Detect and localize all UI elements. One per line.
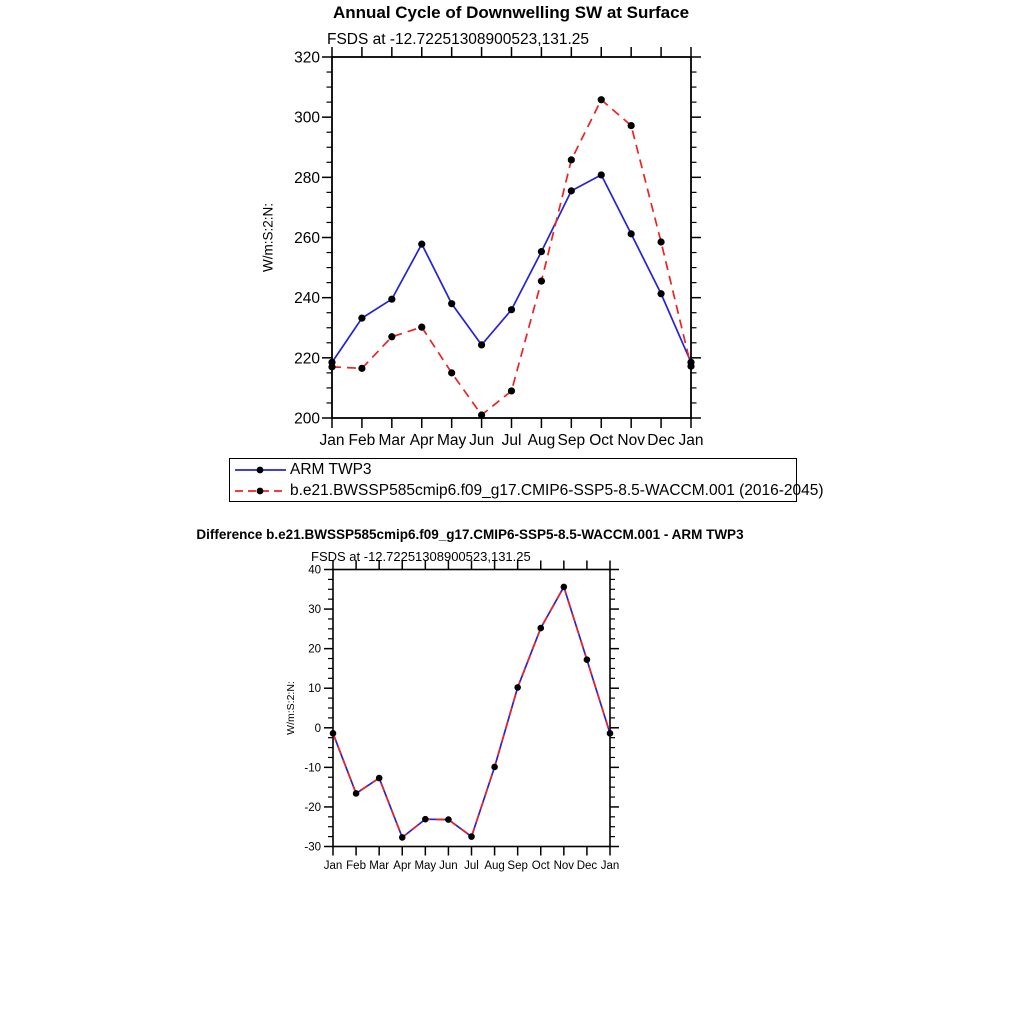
data-point-marker (376, 775, 383, 782)
x-tick-label: Aug (527, 432, 556, 449)
data-point-marker (353, 790, 360, 797)
data-point-marker (478, 341, 485, 348)
y-tick-label: 220 (294, 350, 320, 368)
difference-chart-y-axis-label: W/m:S:2:N: (285, 681, 297, 735)
data-point-marker (538, 248, 545, 255)
data-point-marker (584, 656, 591, 663)
y-tick-label: 30 (308, 604, 321, 617)
data-point-marker (598, 171, 605, 178)
plot-frame (332, 57, 691, 418)
data-point-marker (538, 278, 545, 285)
data-point-marker (418, 324, 425, 331)
x-tick-label: Aug (484, 860, 505, 872)
top-chart-subtitle: FSDS at -12.72251308900523,131.25 (327, 31, 589, 48)
data-point-marker (418, 241, 425, 248)
data-point-marker (399, 834, 406, 841)
x-tick-label: May (437, 432, 467, 449)
data-point-marker (508, 387, 515, 394)
y-tick-label: 240 (294, 290, 320, 308)
y-tick-label: 200 (294, 410, 320, 428)
data-point-marker (358, 315, 365, 322)
x-tick-label: Feb (348, 432, 376, 449)
x-tick-label: Jun (469, 432, 495, 449)
data-point-marker (358, 365, 365, 372)
x-tick-label: Dec (576, 860, 598, 872)
top-chart-y-axis-label: W/m:S:2:N: (260, 203, 276, 273)
data-point-marker (657, 238, 664, 245)
x-tick-label: Jan (323, 860, 343, 872)
y-tick-label: 20 (308, 643, 321, 656)
legend-label-obs: ARM TWP3 (290, 460, 372, 478)
x-tick-label: Jul (501, 432, 522, 449)
legend-item-model (233, 480, 824, 501)
series-line-1 (332, 100, 691, 415)
annual-cycle-chart-plot (294, 47, 703, 449)
data-point-marker (598, 96, 605, 103)
x-tick-label: Sep (557, 432, 586, 449)
legend-line-sample-model (233, 485, 288, 497)
y-tick-label: 280 (294, 169, 320, 187)
y-tick-label: 320 (294, 49, 320, 67)
legend-box (229, 458, 824, 502)
y-tick-label: -20 (304, 801, 321, 814)
data-point-marker (388, 296, 395, 303)
x-tick-label: Sep (507, 860, 528, 872)
x-tick-label: Nov (617, 432, 645, 449)
data-point-marker (422, 816, 429, 823)
data-point-marker (491, 764, 498, 771)
y-tick-label: 300 (294, 109, 320, 127)
legend-item-obs (233, 459, 796, 480)
data-point-marker (657, 290, 664, 297)
x-tick-label: Jan (319, 432, 345, 449)
x-tick-label: Oct (531, 860, 550, 872)
data-point-marker (607, 730, 614, 737)
legend-label-model: b.e21.BWSSP585cmip6.f09_g17.CMIP6-SSP5-8.5-WACCM.001 (2016-2045) (290, 481, 824, 499)
data-point-marker (478, 411, 485, 418)
y-tick-label: -10 (304, 762, 321, 775)
data-point-marker (628, 122, 635, 129)
data-point-marker (537, 625, 544, 632)
difference-chart-subtitle: FSDS at -12.72251308900523,131.25 (311, 549, 531, 564)
data-point-marker (388, 333, 395, 340)
x-tick-label: Jun (439, 860, 458, 872)
y-tick-label: 0 (314, 722, 321, 735)
y-tick-label: 10 (308, 683, 321, 696)
data-point-marker (568, 156, 575, 163)
difference-chart-title: Difference b.e21.BWSSP585cmip6.f09_g17.CMIP6-SSP5-8.5-WACCM.001 - ARM TWP3 (196, 527, 744, 542)
x-tick-label: Jan (600, 860, 620, 872)
series-line-1 (333, 587, 610, 837)
y-tick-label: -30 (304, 841, 321, 854)
x-tick-label: Jul (464, 860, 479, 872)
plot-frame (333, 570, 610, 847)
data-point-marker (330, 730, 337, 737)
data-point-marker (561, 584, 568, 591)
x-tick-label: Apr (393, 860, 412, 872)
y-tick-label: 40 (308, 564, 321, 577)
data-point-marker (568, 187, 575, 194)
x-tick-label: Nov (553, 860, 575, 872)
series-line-0 (332, 175, 691, 362)
x-tick-label: May (414, 860, 437, 872)
data-point-marker (445, 816, 452, 823)
x-tick-label: Oct (589, 432, 614, 449)
data-point-marker (328, 363, 335, 370)
difference-chart-plot (304, 561, 619, 873)
data-point-marker (514, 684, 521, 691)
data-point-marker (508, 306, 515, 313)
x-tick-label: Feb (346, 860, 366, 872)
x-tick-label: Mar (369, 860, 390, 872)
top-chart-title: Annual Cycle of Downwelling SW at Surface (332, 3, 690, 22)
y-tick-label: 260 (294, 229, 320, 247)
x-tick-label: Apr (409, 432, 434, 449)
data-point-marker (448, 369, 455, 376)
data-point-marker (628, 230, 635, 237)
data-point-marker (687, 363, 694, 370)
series-line-0 (333, 587, 610, 837)
x-tick-label: Mar (378, 432, 406, 449)
legend-line-sample-obs (233, 464, 288, 476)
x-tick-label: Dec (647, 432, 675, 449)
data-point-marker (468, 833, 475, 840)
data-point-marker (448, 300, 455, 307)
x-tick-label: Jan (678, 432, 704, 449)
